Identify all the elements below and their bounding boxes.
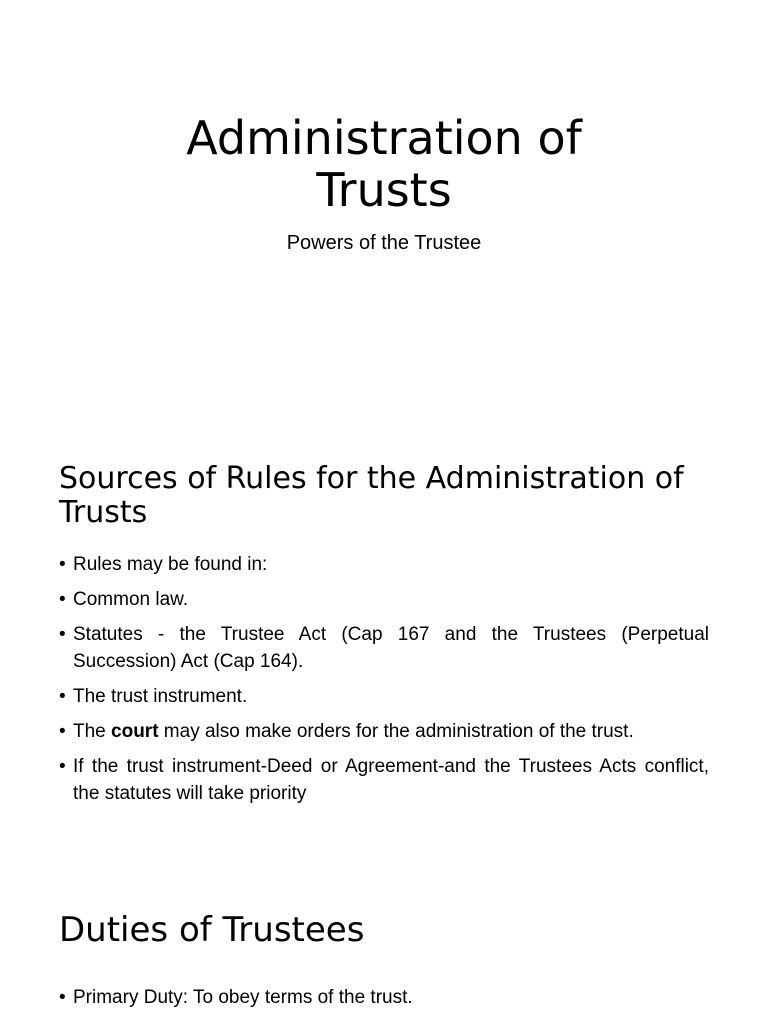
subtitle: Powers of the Trustee (286, 232, 482, 254)
list-item (59, 551, 709, 578)
bullet-text: Common law. (73, 589, 189, 610)
list-item (59, 984, 709, 1011)
bullet-text-post: may also make orders for the administration of the trust. (158, 721, 634, 742)
bullet-text-pre: The (73, 721, 112, 742)
duties-heading: Duties of Trustees (59, 910, 365, 950)
bullet-icon: • (59, 721, 66, 742)
title-slide (0, 0, 768, 420)
bullet-text: Rules may be found in: (73, 554, 268, 575)
list-item (59, 586, 709, 613)
bullet-text: Statutes - the Trustee Act (Cap 167 and the Trustees (Perpetual Succession) Act (Cap 164). (73, 624, 709, 672)
bullet-text: Primary Duty: To obey terms of the trust. (73, 987, 413, 1008)
bullet-icon: • (59, 589, 66, 610)
sources-bullet-list (59, 551, 709, 815)
sources-heading: Sources of Rules for the Administration of Trusts (59, 461, 684, 530)
list-item (59, 683, 709, 710)
list-item (59, 753, 709, 807)
bullet-icon: • (59, 756, 66, 777)
bullet-icon: • (59, 987, 66, 1008)
duties-bullet-list (59, 984, 709, 1019)
bullet-icon: • (59, 686, 66, 707)
bullet-text-bold: court (111, 721, 159, 742)
list-item (59, 718, 709, 745)
main-title (0, 112, 768, 216)
bullet-icon: • (59, 624, 66, 645)
bullet-text: The trust instrument. (73, 686, 248, 707)
bullet-text: If the trust instrument-Deed or Agreement-and the Trustees Acts conflict, the statutes will take priority (73, 756, 709, 804)
main-title-line-1: Administration of (186, 111, 582, 165)
main-title-line-2: Trusts (316, 163, 452, 217)
list-item (59, 621, 709, 675)
bullet-icon: • (59, 554, 66, 575)
